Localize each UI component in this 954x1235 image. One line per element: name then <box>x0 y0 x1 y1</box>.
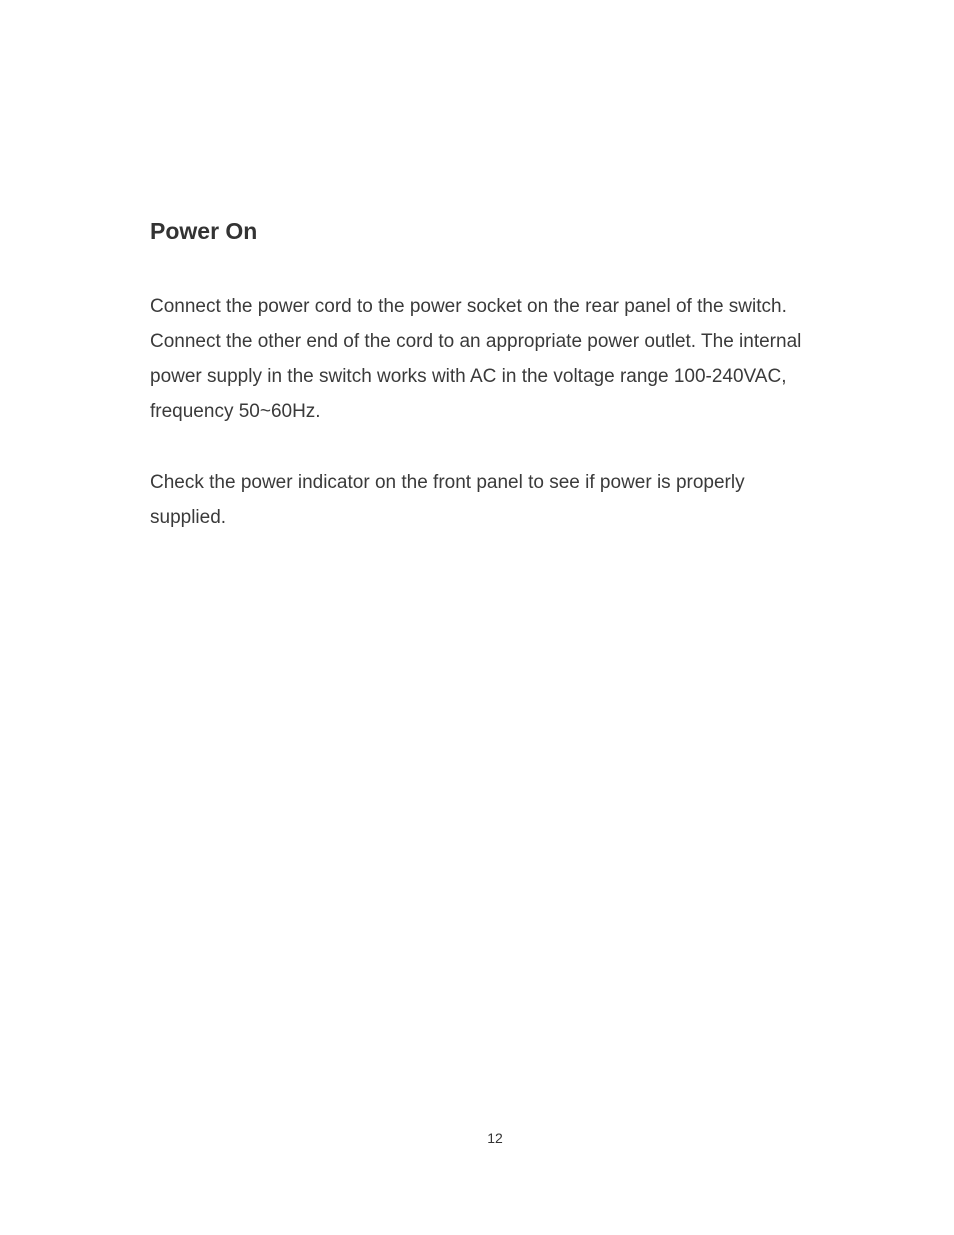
paragraph-line: supplied. <box>150 507 227 528</box>
paragraph-power-indicator <box>150 465 850 535</box>
paragraph-line: Check the power indicator on the front panel to see if power is properly <box>150 472 745 493</box>
paragraph-line: Connect the power cord to the power socket on the rear panel of the switch. <box>150 296 787 317</box>
paragraph-line: Connect the other end of the cord to an appropriate power outlet. The internal <box>150 331 802 352</box>
page-number: 12 <box>487 1130 503 1146</box>
section-heading: Power On <box>150 218 258 244</box>
paragraph-line: power supply in the switch works with AC in the voltage range 100-240VAC, <box>150 366 787 387</box>
paragraph-power-connection <box>150 289 850 429</box>
paragraph-line: frequency 50~60Hz. <box>150 401 321 422</box>
